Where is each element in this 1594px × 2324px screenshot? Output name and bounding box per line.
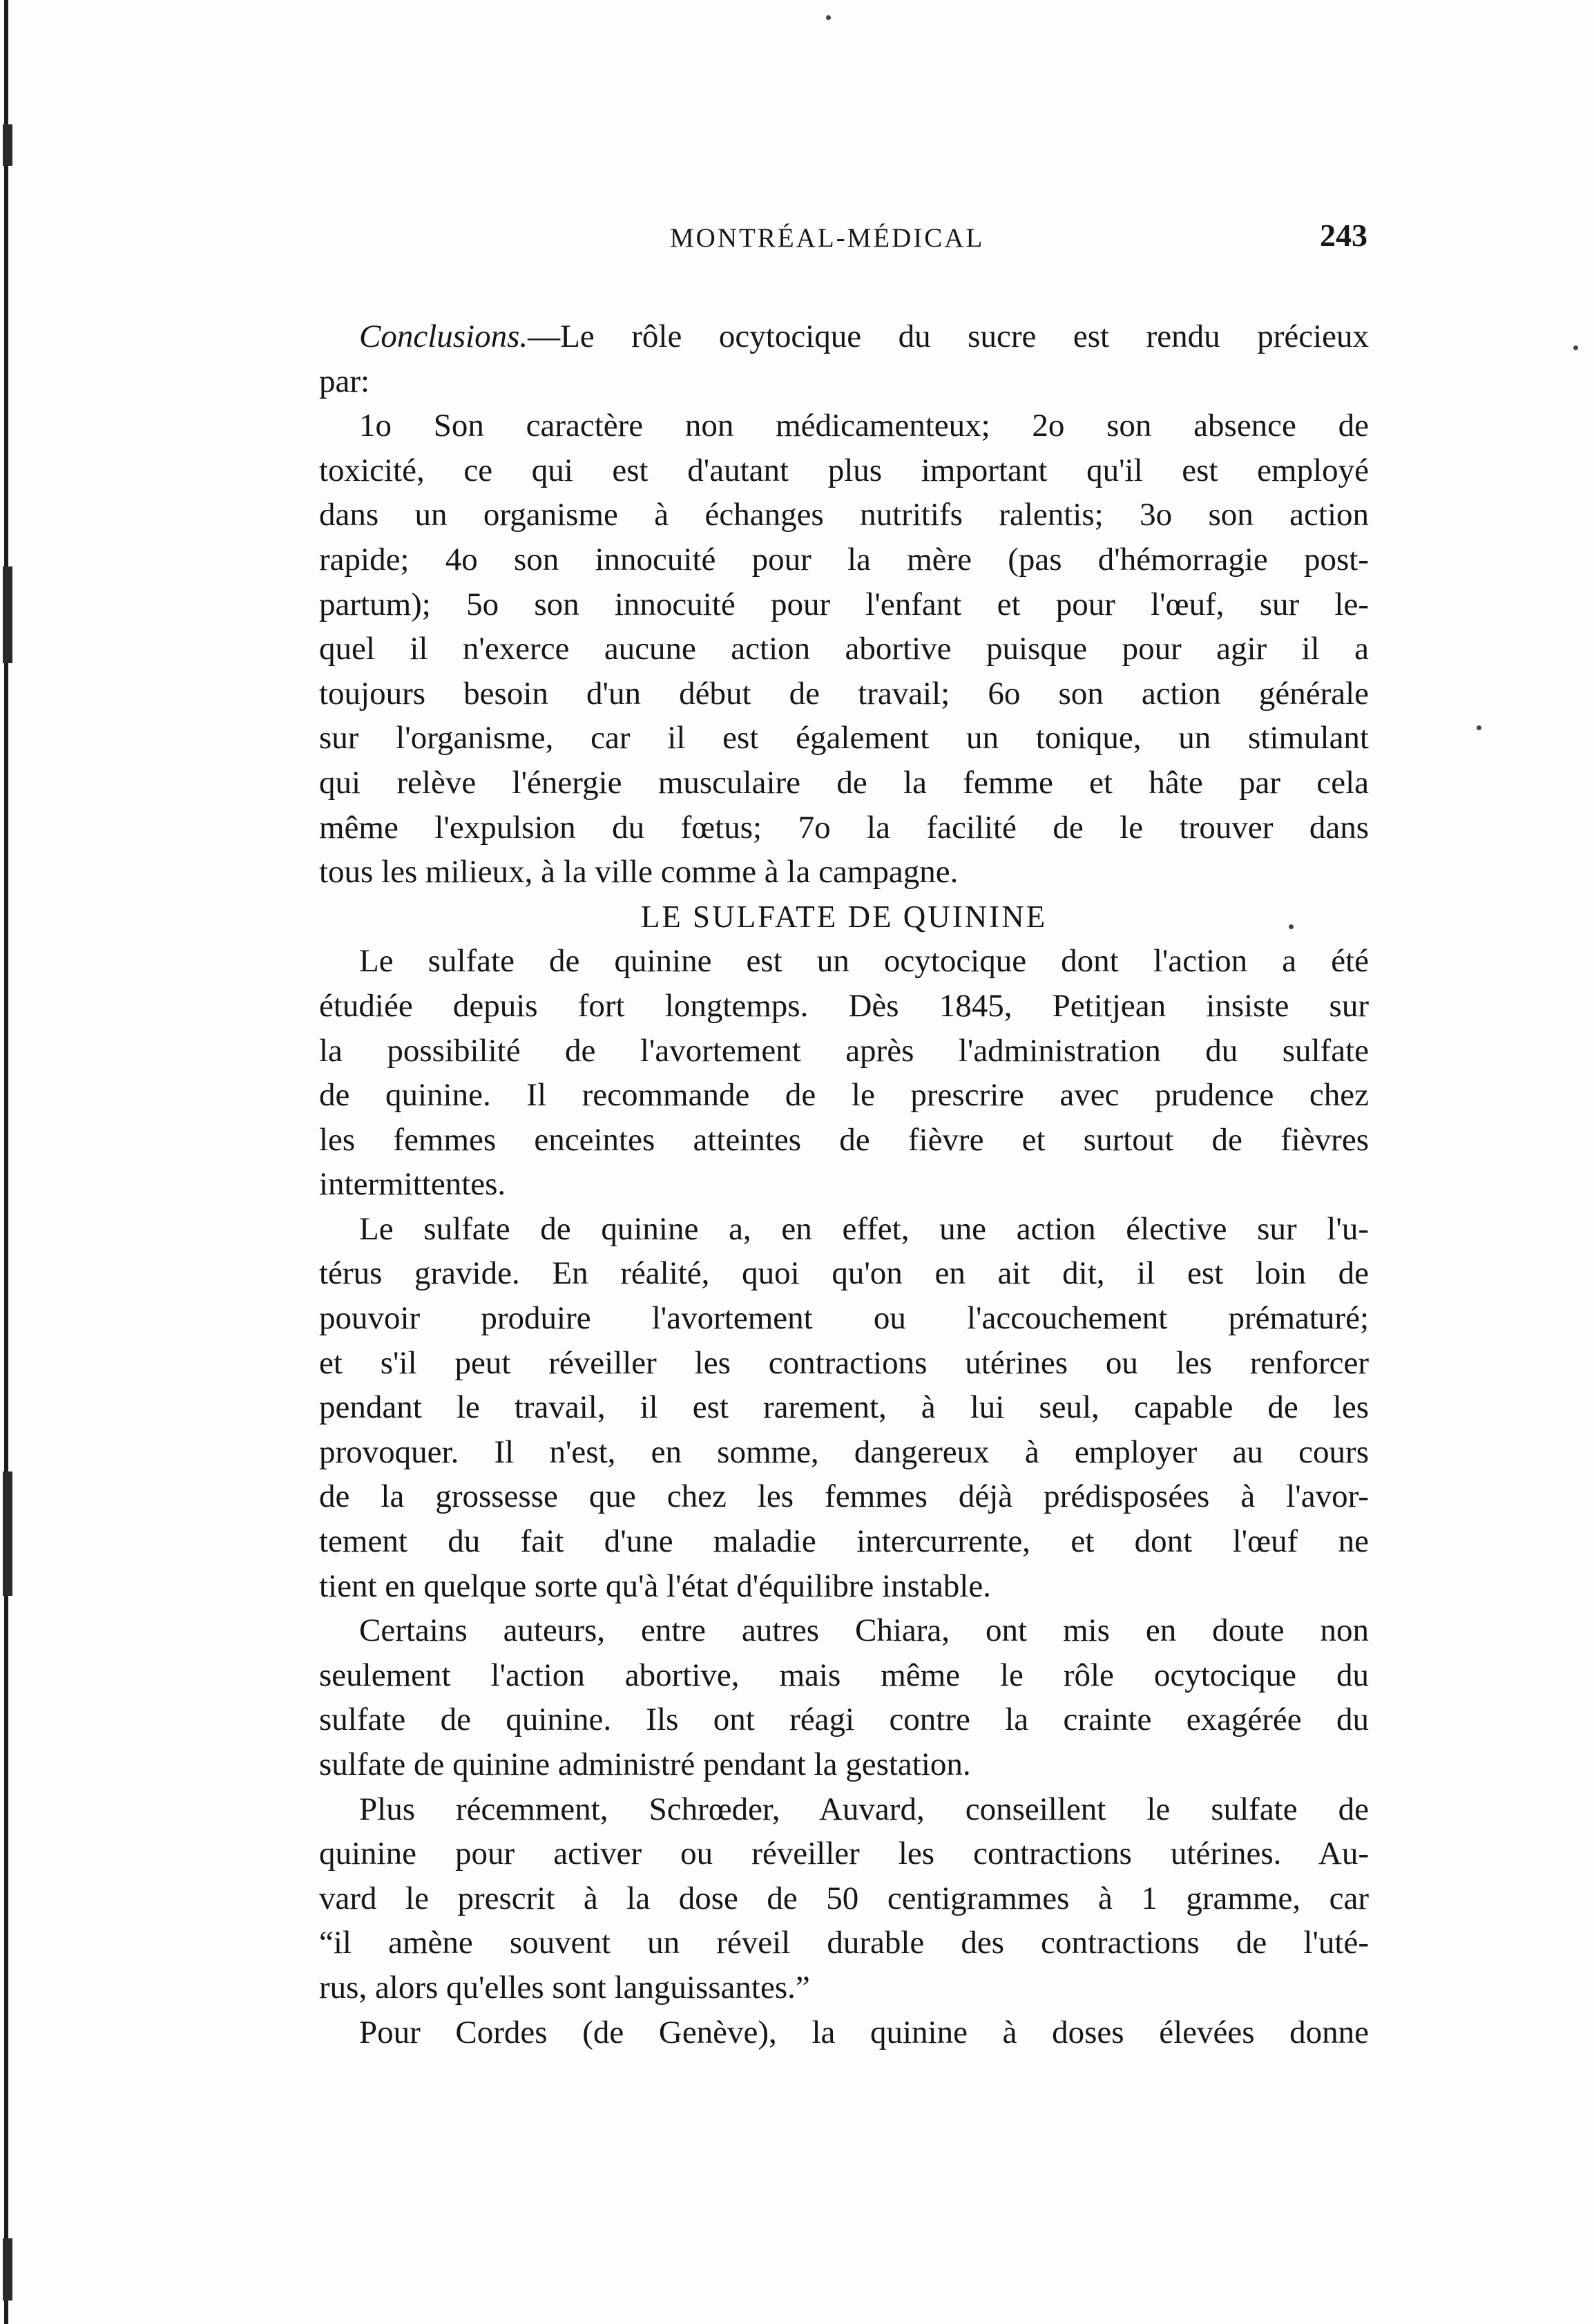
text-line: de quinine. Il recommande de le prescrire avec prudence chez: [319, 1077, 1369, 1114]
text-line: étudiée depuis fort longtemps. Dès 1845, Petitjean insiste sur: [319, 987, 1369, 1024]
text-line: Plus récemment, Schrœder, Auvard, conseillent le sulfate de: [359, 1791, 1369, 1827]
text-line: intermittentes.: [319, 1166, 506, 1203]
page-number: 243: [1320, 218, 1367, 253]
section-heading: LE SULFATE DE QUININE: [640, 899, 1048, 934]
text-line: vard le prescrit à la dose de 50 centigrammes à 1 gramme, car: [319, 1880, 1369, 1916]
text-line: toxicité, ce qui est d'autant plus important qu'il est employé: [319, 452, 1369, 488]
text-line: pendant le travail, il est rarement, à lui seul, capable de les: [319, 1389, 1369, 1426]
text-line: dans un organisme à échanges nutritifs ralentis; 3o son action: [319, 497, 1369, 533]
scan-speck: [1573, 345, 1578, 350]
text-line: rapide; 4o son innocuité pour la mère (pas d'hémorragie post-: [319, 541, 1369, 578]
text-line: 1o Son caractère non médicamenteux; 2o son absence de: [359, 408, 1369, 444]
scan-speck: [1477, 725, 1481, 730]
text-line: pouvoir produire l'avortement ou l'accouchement prématuré;: [319, 1300, 1369, 1337]
text-line: Certains auteurs, entre autres Chiara, ont mis en doute non: [359, 1612, 1369, 1649]
text-line: quel il n'exerce aucune action abortive puisque pour agir il a: [319, 631, 1369, 667]
text-line: toujours besoin d'un début de travail; 6o son action générale: [319, 675, 1369, 712]
text-line: de la grossesse que chez les femmes déjà prédisposées à l'avor-: [319, 1478, 1369, 1515]
text-line: sur l'organisme, car il est également un tonique, un stimulant: [319, 720, 1369, 756]
text-line: Conclusions.—Le rôle ocytocique du sucre est rendu précieux: [359, 318, 1369, 354]
text-line: par:: [319, 363, 370, 399]
scan-speck: [826, 15, 831, 20]
conclusions-run-in: Conclusions.: [359, 318, 528, 354]
text-line: et s'il peut réveiller les contractions utérines ou les renforcer: [319, 1344, 1369, 1381]
text-line: térus gravide. En réalité, quoi qu'on en ait dit, il est loin de: [319, 1255, 1369, 1292]
text-line: la possibilité de l'avortement après l'administration du sulfate: [319, 1032, 1369, 1069]
text-line: Le sulfate de quinine est un ocytocique dont l'action a été: [359, 943, 1369, 980]
text-line: même l'expulsion du fœtus; 7o la facilité de le trouver dans: [319, 809, 1369, 846]
text-line: sulfate de quinine. Ils ont réagi contre la crainte exagérée du: [319, 1702, 1369, 1738]
page-binding-edge: [0, 0, 43, 2324]
text-line: sulfate de quinine administré pendant la gestation.: [319, 1746, 971, 1782]
text-line: quinine pour activer ou réveiller les contractions utérines. Au-: [319, 1836, 1369, 1872]
text-line: provoquer. Il n'est, en somme, dangereux à employer au cours: [319, 1434, 1369, 1470]
text-line: tient en quelque sorte qu'à l'état d'équilibre instable.: [319, 1568, 991, 1604]
text-line: Le sulfate de quinine a, en effet, une action élective sur l'u-: [359, 1210, 1369, 1247]
text-line: partum); 5o son innocuité pour l'enfant et pour l'œuf, sur le-: [319, 586, 1369, 622]
text-line: qui relève l'énergie musculaire de la femme et hâte par cela: [319, 764, 1369, 801]
text-line: rus, alors qu'elles sont languissantes.”: [319, 1969, 810, 2006]
running-head: [318, 218, 1367, 264]
text-line: seulement l'action abortive, mais même le rôle ocytocique du: [319, 1657, 1369, 1693]
body-text: [319, 314, 1369, 2055]
running-title: MONTRÉAL-MÉDICAL: [670, 223, 985, 253]
text-line: tement du fait d'une maladie intercurrente, et dont l'œuf ne: [319, 1523, 1369, 1560]
text-line: les femmes enceintes atteintes de fièvre et surtout de fièvres: [319, 1121, 1369, 1158]
text-line: “il amène souvent un réveil durable des contractions de l'uté-: [319, 1925, 1369, 1961]
text-line: Pour Cordes (de Genève), la quinine à doses élevées donne: [359, 2014, 1369, 2050]
text-line: tous les milieux, à la ville comme à la campagne.: [319, 854, 959, 890]
